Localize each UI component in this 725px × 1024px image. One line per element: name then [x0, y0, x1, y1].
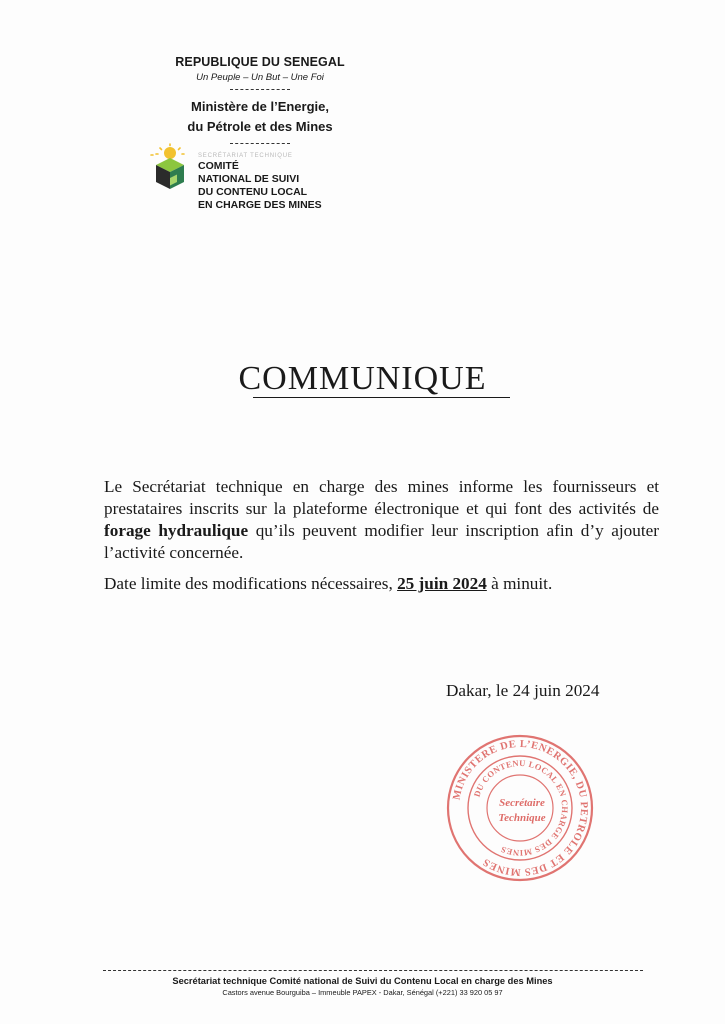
communique-body	[104, 476, 659, 595]
stamp-inner-ring-text: DU CONTENU LOCAL EN CHARGE DES MINES	[471, 757, 571, 859]
activity-highlight: forage hydraulique	[104, 521, 249, 540]
secretariat-small-label: SECRÉTARIAT TECHNIQUE	[198, 153, 293, 159]
ministry-divider	[230, 143, 290, 144]
document-title: COMMUNIQUE	[238, 360, 487, 397]
title-underline	[253, 397, 510, 398]
stamp-center-line-1: Secrétaire	[499, 797, 545, 809]
header-divider	[230, 89, 290, 90]
stamp-ring-text: MINISTERE DE L’ENERGIE, DU PETROLE ET DES MINES	[451, 738, 590, 878]
para2-text-a: Date limite des modifications nécessaires,	[104, 574, 398, 593]
para2-text-b: à minuit.	[486, 574, 553, 593]
footer-divider	[103, 970, 643, 971]
ministry-line-1: Ministère de l’Energie,	[191, 99, 329, 114]
committee-logo-icon	[146, 143, 191, 193]
committee-line-4: EN CHARGE DES MINES	[198, 199, 322, 211]
logo-sun-icon	[164, 147, 176, 159]
para1-text-b: qu’ils peuvent modifier leur inscription afin d’y ajouter l’activité concernée.	[104, 521, 659, 562]
body-paragraph-2	[104, 573, 659, 595]
ministry-name	[150, 97, 370, 137]
committee-line-2: NATIONAL DE SUIVI	[198, 173, 300, 185]
body-paragraph-1	[104, 476, 659, 564]
place-and-date: Dakar, le 24 juin 2024	[446, 681, 600, 700]
para1-text-a: Le Secrétariat technique en charge des mines informe les fournisseurs et prestataires inscrits sur la plateforme électronique et qui font des activités de	[104, 477, 659, 518]
committee-line-3: DU CONTENU LOCAL	[198, 186, 308, 198]
republic-name: REPUBLIQUE DU SENEGAL	[175, 55, 345, 69]
footer-address: Castors avenue Bourguiba – Immeuble PAPEX - Dakar, Sénégal (+221) 33 920 05 97	[222, 988, 503, 997]
official-stamp-icon	[445, 733, 595, 883]
committee-line-1: COMITÉ	[198, 160, 239, 172]
footer-organization: Secrétariat technique Comité national de Suivi du Contenu Local en charge des Mines	[172, 976, 553, 986]
committee-name	[198, 152, 322, 212]
ministry-line-2: du Pétrole et des Mines	[187, 119, 333, 134]
national-motto: Un Peuple – Un But – Une Foi	[196, 72, 324, 83]
stamp-center-line-2: Technique	[498, 812, 546, 824]
deadline-date: 25 juin 2024	[397, 574, 487, 593]
letterhead	[150, 55, 370, 144]
